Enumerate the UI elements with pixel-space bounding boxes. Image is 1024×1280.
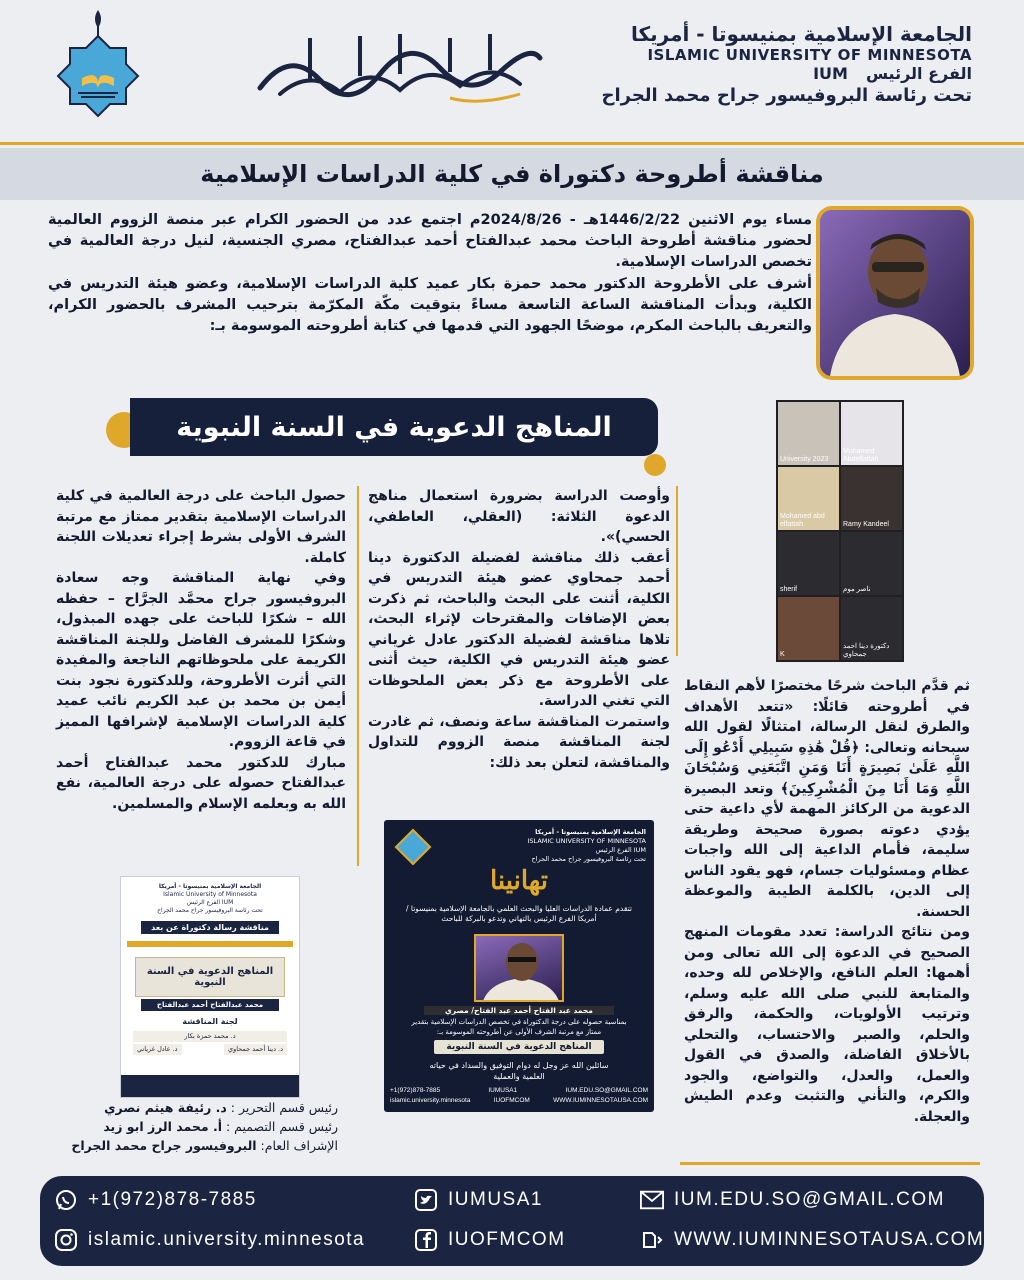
poster-occasion: بمناسبة حصوله على درجة الدكتوراة في تخصص الدراسات الإسلامية بتقدير ممتاز مع مرتبة الشرف الأولى عن أطروحته الموسومة بـ:	[411, 1018, 627, 1036]
body-paragraph: ومن نتائج الدراسة: تعدد مقومات المنهج الصحيح في الدعوة إلى الله تعالى ومن أهمها: العلم النافع، والإخلاص لله وحده، والمتابعة للنبي صلى الله عليه وسلم، وترتيب الأولويات، والحكمة، والرفق والحلم، والصبر والاحتساب، والتحلي بالأخلاق الفاضلة، والصدق في القول والعمل، والعدل، والتواضع، والجود والكرم، والتأني والتثبت وعدم الطيش والعجلة.	[684, 924, 970, 1125]
poster-email: IUM.EDU.SO@GMAIL.COM	[565, 1087, 648, 1094]
facebook-handle: IUOFMCOM	[448, 1229, 566, 1250]
zoom-tile: ناصر موم	[841, 532, 902, 595]
poster-contacts	[390, 1086, 648, 1106]
poster-branch: IUM الفرع الرئيس	[595, 846, 646, 854]
credit-label: رئيس قسم التحرير :	[230, 1100, 338, 1115]
poster-name: محمد عبد الفتاح أحمد عبد الفتاح/ مصري	[424, 1006, 614, 1015]
page-title: مناقشة أطروحة دكتوراة في كلية الدراسات الإسلامية	[0, 148, 1024, 200]
footer-instagram[interactable]	[54, 1228, 365, 1252]
column-divider	[676, 486, 678, 656]
column-middle	[368, 486, 670, 773]
credit-line	[38, 1117, 338, 1136]
zoom-tile: University 2023	[778, 402, 839, 465]
poster-facebook: IUOFMCOM	[493, 1097, 530, 1104]
poster-phone: +1(972)878-7885	[390, 1087, 441, 1094]
zoom-tile: دكتورة دينا احمد جمحاوي	[841, 597, 902, 660]
banner-dot	[644, 454, 666, 476]
poster-intro: تتقدم عمادة الدراسات العليا والبحث العلمي بالجامعة الإسلامية بمنيسوتا / أمريكا الفرع الرئيس بالتهاني وتدعو بالبركة للباحث	[406, 904, 632, 923]
zoom-tile: Ramy Kandeel	[841, 467, 902, 530]
facebook-icon	[414, 1228, 438, 1252]
instagram-handle: islamic.university.minnesota	[88, 1229, 366, 1250]
branch-abbr: IUM	[813, 64, 848, 83]
zoom-tile: Mohamed abd elfattah	[778, 467, 839, 530]
university-name-ar: الجامعة الإسلامية بمنيسوتا - أمريكا	[630, 22, 972, 46]
small-poster-members	[133, 1031, 287, 1055]
small-poster-head: مناقشة رسالة دكتوراة عن بعد	[141, 921, 279, 934]
footer-phone[interactable]	[54, 1188, 257, 1212]
thesis-title-banner: المناهج الدعوية في السنة النبوية	[130, 398, 658, 456]
credit-line	[38, 1136, 338, 1155]
poster-logo	[395, 829, 432, 866]
poster-twitter: IUMUSA1	[488, 1087, 518, 1094]
instagram-icon	[54, 1228, 78, 1252]
credit-label: الإشراف العام:	[260, 1138, 338, 1153]
poster-sup: تحت رئاسة البروفيسور جراح محمد الجراح	[531, 855, 646, 863]
footer-twitter[interactable]	[414, 1188, 543, 1212]
mail-icon	[640, 1188, 664, 1212]
intro-text	[48, 210, 812, 338]
column-divider	[357, 486, 359, 866]
discussion-announcement-poster	[120, 876, 300, 1098]
university-name-en: ISLAMIC UNIVERSITY OF MINNESOTA	[647, 46, 972, 64]
small-poster-uni-ar: الجامعة الإسلامية بمنيسوتا - أمريكا	[158, 883, 262, 890]
intro-paragraph: أشرف على الأطروحة الدكتور محمد حمزة بكار عميد كلية الدراسات الإسلامية، وعضو هيئة التدريس في الكلية، وبدأت المناقشة الساعة التاسعة مساءً بتوقيت مكّة المكرّمة بترحيب المشرف بالحضور الكرام، والتعريف بالباحث المكرم، موضحًا الجهود التي قدمها في كتابة أطروحته الموسومة بـ:	[48, 276, 812, 334]
credit-value: البروفيسور جراح محمد الجراح	[71, 1138, 257, 1153]
poster-uni-en: ISLAMIC UNIVERSITY OF MINNESOTA	[527, 837, 646, 845]
branch-line	[592, 64, 972, 83]
website-url: WWW.IUMINNESOTAUSA.COM	[674, 1229, 985, 1250]
small-poster-title: المناهج الدعوية في السنة النبوية	[135, 957, 285, 997]
intro-paragraph: مساء يوم الاثنين 1446/2/22هـ - 2024/8/26م اجتمع عدد من الحضور الكرام عبر منصة الزووم العالمية لحضور مناقشة أطروحة الباحث محمد عبدالفتاح أحمد عبدالفتاح، مصري الجنسية، لنيل درجة العالمية في تخصص الدراسات الإسلامية.	[48, 212, 812, 270]
footer-website[interactable]	[640, 1228, 984, 1252]
small-poster-stripe	[127, 941, 293, 947]
small-poster-uni-en: Islamic University of Minnesota	[163, 891, 257, 898]
column-left	[56, 486, 346, 814]
university-header	[592, 22, 972, 106]
poster-photo	[474, 934, 564, 1002]
congratulations-poster	[384, 820, 654, 1112]
email-address: IUM.EDU.SO@GMAIL.COM	[674, 1189, 945, 1210]
body-paragraph: واستمرت المناقشة ساعة ونصف، ثم غادرت لجنة المناقشة منصة الزووم للتداول والمناقشة، لتعلن بعد ذلك:	[368, 713, 670, 771]
poster-prayer: سائلين الله عز وجل له دوام التوفيق والسداد في حياته العلمية والعملية	[429, 1061, 609, 1081]
committee-member: د. محمد حمزة بكار	[133, 1031, 287, 1042]
contact-footer	[40, 1176, 984, 1266]
branch-name: الفرع الرئيس	[865, 64, 972, 83]
credit-value: د. رئيفة هيثم نصري	[104, 1100, 227, 1115]
body-paragraph: أعقب ذلك مناقشة لفضيلة الدكتورة دينا أحمد جمحاوي عضو هيئة التدريس في الكلية، أثنت على البحث والباحث، ثم ذكرت بعض الإضافات والمقترحات لإثراء البحث، تلاها مناقشة لفضيلة الدكتور عادل غرياني عضو هيئة التدريس في الكلية، حيث أثنى على الأطروحة مع ذكر بعض الملحوظات التي تغني الدراسة.	[368, 549, 670, 709]
whatsapp-icon	[54, 1188, 78, 1212]
small-poster-sup: تحت رئاسة البروفيسور جراح محمد الجراح	[157, 907, 263, 914]
twitter-handle: IUMUSA1	[448, 1189, 543, 1210]
zoom-screenshot	[776, 400, 904, 662]
footer-email[interactable]	[640, 1188, 945, 1212]
footer-facebook[interactable]	[414, 1228, 566, 1252]
committee-member: د. عادل غرياني	[133, 1044, 182, 1055]
web-icon	[640, 1228, 664, 1252]
credit-label: رئيس قسم التصميم :	[225, 1119, 338, 1134]
poster-uni-ar: الجامعة الإسلامية بمنيسوتا - أمريكا	[535, 828, 646, 836]
small-poster-branch: IUM الفرع الرئيس	[186, 899, 234, 906]
zoom-tile: sherif	[778, 532, 839, 595]
small-poster-researcher: محمد عبدالفتاح أحمد عبدالفتاح	[141, 999, 279, 1011]
body-paragraph: مبارك للدكتور محمد عبدالفتاح أحمد عبدالفتاح حصوله على درجة العالمية، نفع الله به وبعلمه الإسلام والمسلمين.	[56, 754, 346, 812]
column-right	[684, 676, 970, 1127]
poster-website: WWW.IUMINNESOTAUSA.COM	[553, 1097, 648, 1104]
zoom-tile: K	[778, 597, 839, 660]
zoom-tile: Mohamed Abdelfattah	[841, 402, 902, 465]
credit-value: أ. محمد الرز ابو زيد	[103, 1119, 222, 1134]
phone-number: +1(972)878-7885	[88, 1189, 257, 1210]
body-paragraph: وفي نهاية المناقشة وجه سعادة البروفيسور جراح محمَّد الجرَّاح – حفظه الله – شكرًا للباحث على جهده المبذول، وشكرًا للمشرف الفاضل وللجنة المناقشة الكريمة على ملحوظاتهم الناجعة والمفيدة التي أثرت الأطروحة، وللدكتورة نجود بنت أيمن بن محمد بن عبد الكريم نائب عميد كلية الدراسات الإسلامية لإشرافها المميز في قاعة الزووم.	[56, 570, 346, 750]
body-paragraph: وأوصت الدراسة بضرورة استعمال مناهج الدعوة الثلاثة: (العقلي، العاطفي، الحسي)».	[368, 488, 670, 545]
editorial-credits	[38, 1098, 338, 1155]
committee-member: د. دينا أحمد جمحاوي	[224, 1044, 287, 1055]
header-divider	[0, 142, 1024, 145]
body-paragraph: ثم قدَّم الباحث شرحًا مختصرًا لأهم النقاط في أطروحته قائلًا: «تتعد الأهداف والطرق لنقل الرسالة، امتثالًا لقول الله سبحانه وتعالى: ﴿قُلْ هَٰذِهِ سَبِيلِي أَدْعُو إِلَى اللَّهِ عَلَىٰ بَصِيرَةٍ أَنَا وَمَنِ اتَّبَعَنِي وَسُبْحَانَ اللَّهِ وَمَا أَنَا مِنَ الْمُشْرِكِينَ﴾ وتعد البصيرة الدعوية من الركائز المهمة لأي داعية حتى يؤدي دعوته بصورة صحيحة وطريقة سليمة، فأمام الداعية إلى الله واجبات عظام ومسئوليات جسام، فهو يقود الناس إلى الدين، بالكلمة الطيبة والموعظة الحسنة.	[684, 678, 970, 920]
researcher-photo	[820, 210, 970, 376]
footer-accent	[680, 1162, 980, 1165]
poster-title: تهانينا	[490, 866, 548, 896]
poster-instagram: islamic.university.minnesota	[390, 1097, 471, 1104]
university-logo	[48, 8, 148, 118]
twitter-icon	[414, 1188, 438, 1212]
supervision-line: تحت رئاسة البروفيسور جراح محمد الجراح	[601, 85, 972, 106]
credit-line	[38, 1098, 338, 1117]
basmala-calligraphy	[250, 28, 550, 108]
poster-thesis: المناهج الدعوية في السنة النبوية	[434, 1040, 604, 1054]
small-poster-committee: لجنة المناقشة	[182, 1017, 238, 1026]
small-poster-footer	[121, 1075, 299, 1097]
body-paragraph: حصول الباحث على درجة العالمية في كلية الدراسات الإسلامية بتقدير ممتاز مع مرتبة الشرف الأولى بشرط إجراء تعديلات اللجنة كاملة.	[56, 488, 346, 566]
